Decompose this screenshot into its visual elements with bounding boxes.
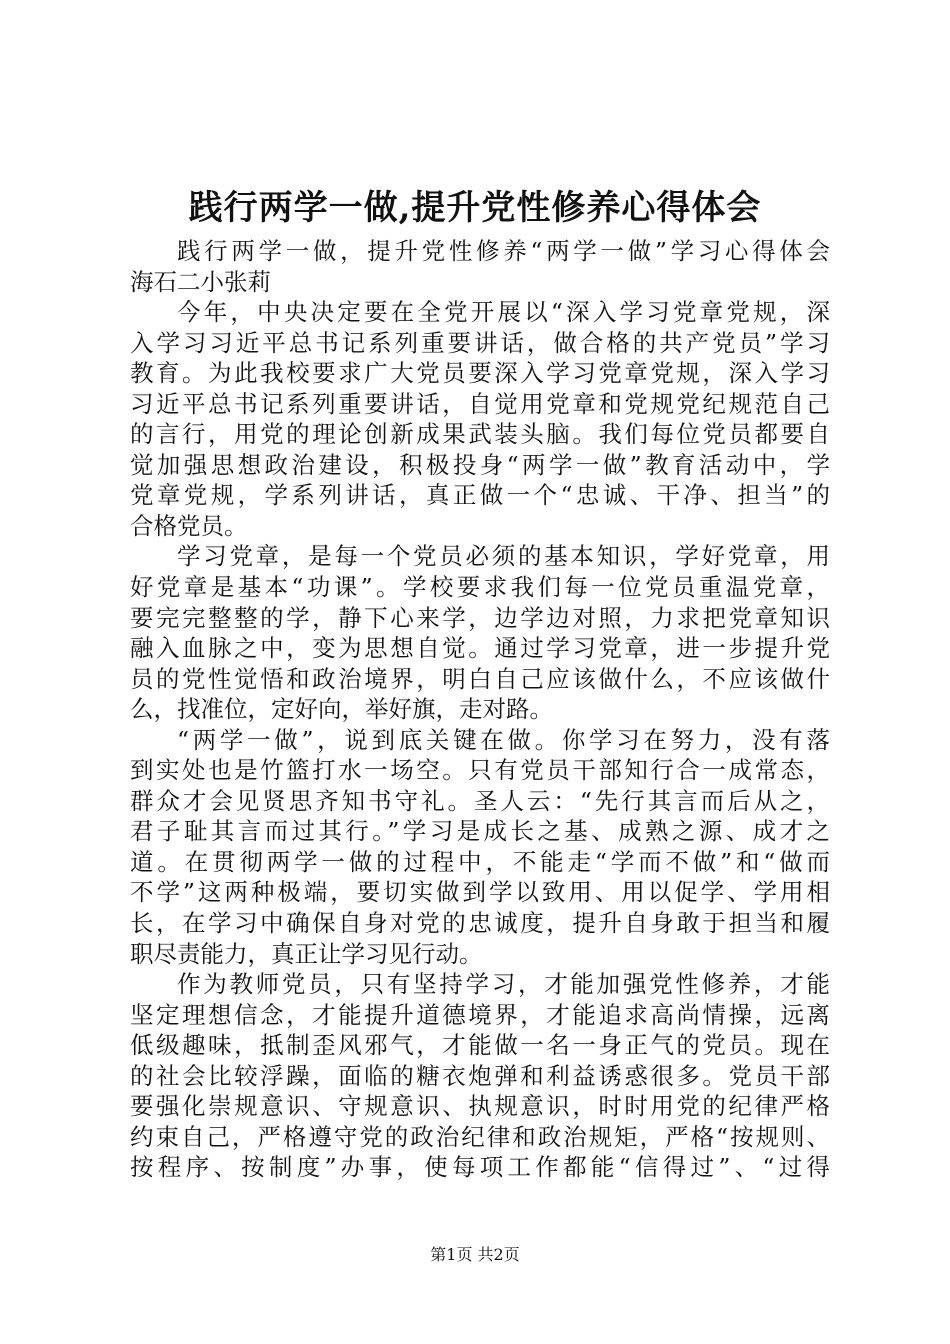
text-line: 长，在学习中确保自身对党的忠诚度，提升自身敢于担当和履 (130, 909, 830, 938)
text-line: 低级趣味，抵制歪风邪气，才能做一名一身正气的党员。现在 (130, 1031, 830, 1060)
text-line: 群众才会见贤思齐知书守礼。圣人云：“先行其言而后从之， (130, 786, 830, 815)
page-footer: 第1页 共2页 (430, 1245, 520, 1264)
text-line: 海石二小张莉 (130, 267, 271, 296)
text-line: 党章党规，学系列讲话，真正做一个“忠诚、干净、担当”的 (130, 481, 830, 510)
document-body (130, 236, 830, 1183)
text-line: 今年，中央决定要在全党开展以“深入学习党章党规，深 (177, 298, 830, 327)
text-line: 合格党员。 (130, 511, 248, 540)
text-line: 员的党性觉悟和政治境界，明白自己应该做什么，不应该做什 (130, 664, 830, 693)
text-line: 融入血脉之中，变为思想自觉。通过学习党章，进一步提升党 (130, 634, 830, 663)
text-line: 的言行，用党的理论创新成果武装头脑。我们每位党员都要自 (130, 420, 830, 449)
text-line: 觉加强思想政治建设，积极投身“两学一做”教育活动中，学 (130, 450, 830, 479)
text-line: 不学”这两种极端，要切实做到学以致用、用以促学、学用相 (130, 878, 830, 907)
text-line: 道。在贯彻两学一做的过程中，不能走“学而不做”和“做而 (130, 847, 830, 876)
text-line: 约束自己，严格遵守党的政治纪律和政治规矩，严格“按规则、 (130, 1122, 830, 1151)
text-line: 君子耻其言而过其行。”学习是成长之基、成熟之源、成才之 (130, 817, 830, 846)
text-line: 按程序、按制度”办事，使每项工作都能“信得过”、“过得 (130, 1153, 830, 1182)
text-line: 作为教师党员，只有坚持学习，才能加强党性修养，才能 (177, 970, 830, 999)
text-line: 要强化崇规意识、守规意识、执规意识，时时用党的纪律严格 (130, 1092, 830, 1121)
document-title: 践行两学一做,提升党性修养心得体会 (188, 188, 762, 228)
text-line: “两学一做”，说到底关键在做。你学习在努力，没有落 (177, 725, 830, 754)
text-line: 坚定理想信念，才能提升道德境界，才能追求高尚情操，远离 (130, 1000, 830, 1029)
text-line: 入学习习近平总书记系列重要讲话，做合格的共产党员”学习 (130, 328, 830, 357)
text-line: 职尽责能力，真正让学习见行动。 (130, 939, 483, 968)
text-line: 要完完整整的学，静下心来学，边学边对照，力求把党章知识 (130, 603, 830, 632)
text-line: 的社会比较浮躁，面临的糖衣炮弹和利益诱惑很多。党员干部 (130, 1061, 830, 1090)
text-line: 学习党章，是每一个党员必须的基本知识，学好党章，用 (177, 542, 830, 571)
text-line: 好党章是基本“功课”。学校要求我们每一位党员重温党章， (130, 573, 830, 602)
text-line: 习近平总书记系列重要讲话，自觉用党章和党规党纪规范自己 (130, 389, 830, 418)
text-line: 践行两学一做，提升党性修养“两学一做”学习心得体会 (177, 237, 830, 265)
text-line: 么，找准位，定好向，举好旗，走对路。 (130, 695, 553, 724)
text-line: 到实处也是竹篮打水一场空。只有党员干部知行合一成常态， (130, 756, 830, 785)
text-line: 教育。为此我校要求广大党员要深入学习党章党规，深入学习 (130, 359, 830, 388)
